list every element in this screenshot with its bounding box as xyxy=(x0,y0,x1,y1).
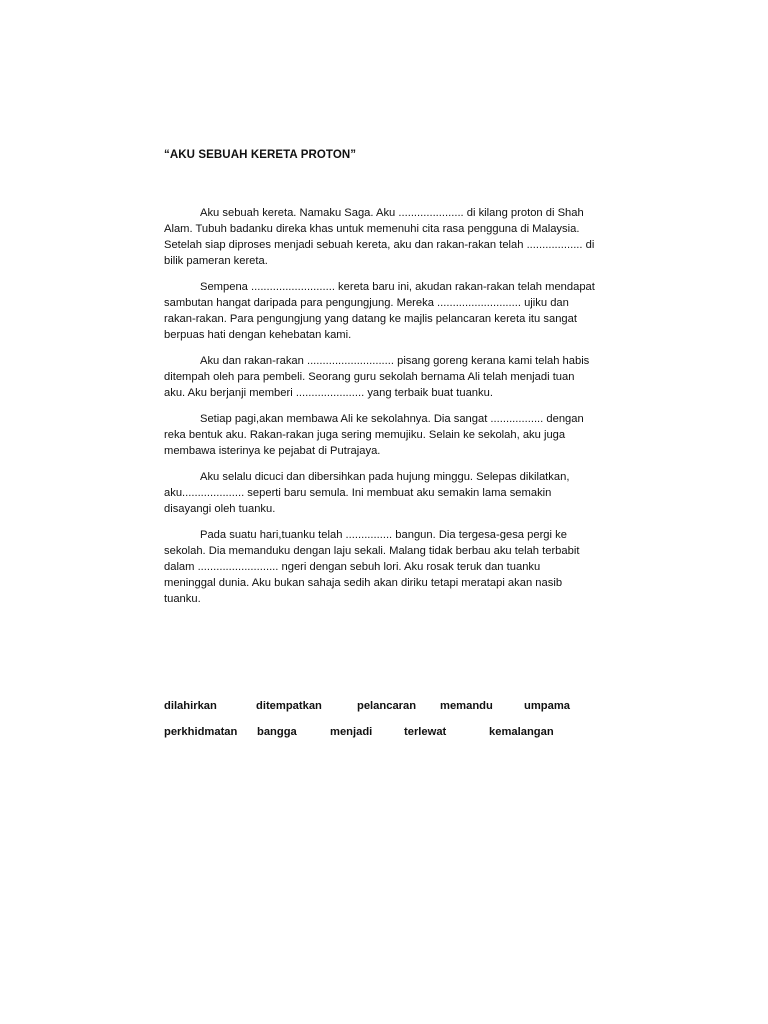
word-bank-row-1 xyxy=(164,700,604,726)
paragraph-5 xyxy=(164,469,604,517)
text-line: rakan-rakan. Para pengungjung yang datang ke majlis pelancaran kereta itu sangat xyxy=(164,313,577,325)
text-line: sambutan hangat daripada para pengungjung. Mereka ........................... ujiku dan xyxy=(164,297,569,309)
word-bank-item: pelancaran xyxy=(357,700,417,712)
text-line: Sempena ........................... kereta baru ini, akudan rakan-rakan telah mendapat xyxy=(200,281,595,293)
word-bank-item: dilahirkan xyxy=(164,700,217,712)
text-line: Aku dan rakan-rakan ............................ pisang goreng kerana kami telah habis xyxy=(200,355,590,367)
word-bank xyxy=(164,700,604,752)
text-line: dalam .......................... ngeri dengan sebuh lori. Aku rosak teruk dan tuanku xyxy=(164,561,541,573)
text-line: berpuas hati dengan kehebatan kami. xyxy=(164,329,352,341)
text-line: Setiap pagi,akan membawa Ali ke sekolahnya. Dia sangat ................. dengan xyxy=(200,413,584,425)
text-line: meninggal dunia. Aku bukan sahaja sedih akan diriku tetapi meratapi akan nasib xyxy=(164,577,563,589)
word-bank-item: terlewat xyxy=(404,726,447,738)
text-line: bilik pameran kereta. xyxy=(164,255,268,267)
document-title: “AKU SEBUAH KERETA PROTON” xyxy=(164,149,357,161)
word-bank-item: memandu xyxy=(440,700,493,712)
text-line: Pada suatu hari,tuanku telah ............... bangun. Dia tergesa-gesa pergi ke xyxy=(200,529,567,541)
word-bank-item: perkhidmatan xyxy=(164,726,238,738)
word-bank-item: kemalangan xyxy=(489,726,554,738)
text-line: aku. Aku berjanji memberi ...................... yang terbaik buat tuanku. xyxy=(164,387,493,399)
text-line: Aku selalu dicuci dan dibersihkan pada hujung minggu. Selepas dikilatkan, xyxy=(200,471,570,483)
paragraph-6 xyxy=(164,527,604,607)
word-bank-item: bangga xyxy=(257,726,297,738)
word-bank-item: umpama xyxy=(524,700,571,712)
essay-body xyxy=(164,205,604,617)
text-line: Aku sebuah kereta. Namaku Saga. Aku ..................... di kilang proton di Shah xyxy=(200,207,584,219)
text-line: disayangi oleh tuanku. xyxy=(164,503,276,515)
text-line: membawa isterinya ke pejabat di Putrajaya. xyxy=(164,445,381,457)
word-bank-row-2 xyxy=(164,726,604,752)
text-line: aku.................... seperti baru semula. Ini membuat aku semakin lama semakin xyxy=(164,487,552,499)
word-bank-item: ditempatkan xyxy=(256,700,322,712)
text-line: reka bentuk aku. Rakan-rakan juga sering memujiku. Selain ke sekolah, aku juga xyxy=(164,429,566,441)
paragraph-2 xyxy=(164,279,604,343)
paragraph-1 xyxy=(164,205,604,269)
word-bank-item: menjadi xyxy=(330,726,373,738)
text-line: ditempah oleh para pembeli. Seorang guru sekolah bernama Ali telah menjadi tuan xyxy=(164,371,575,383)
text-line: Setelah siap diproses menjadi sebuah kereta, aku dan rakan-rakan telah .................. di xyxy=(164,239,595,251)
paragraph-3 xyxy=(164,353,604,401)
text-line: sekolah. Dia memanduku dengan laju sekali. Malang tidak berbau aku telah terbabit xyxy=(164,545,580,557)
paragraph-4 xyxy=(164,411,604,459)
text-line: Alam. Tubuh badanku direka khas untuk memenuhi cita rasa pengguna di Malaysia. xyxy=(164,223,580,235)
text-line: tuanku. xyxy=(164,593,201,605)
